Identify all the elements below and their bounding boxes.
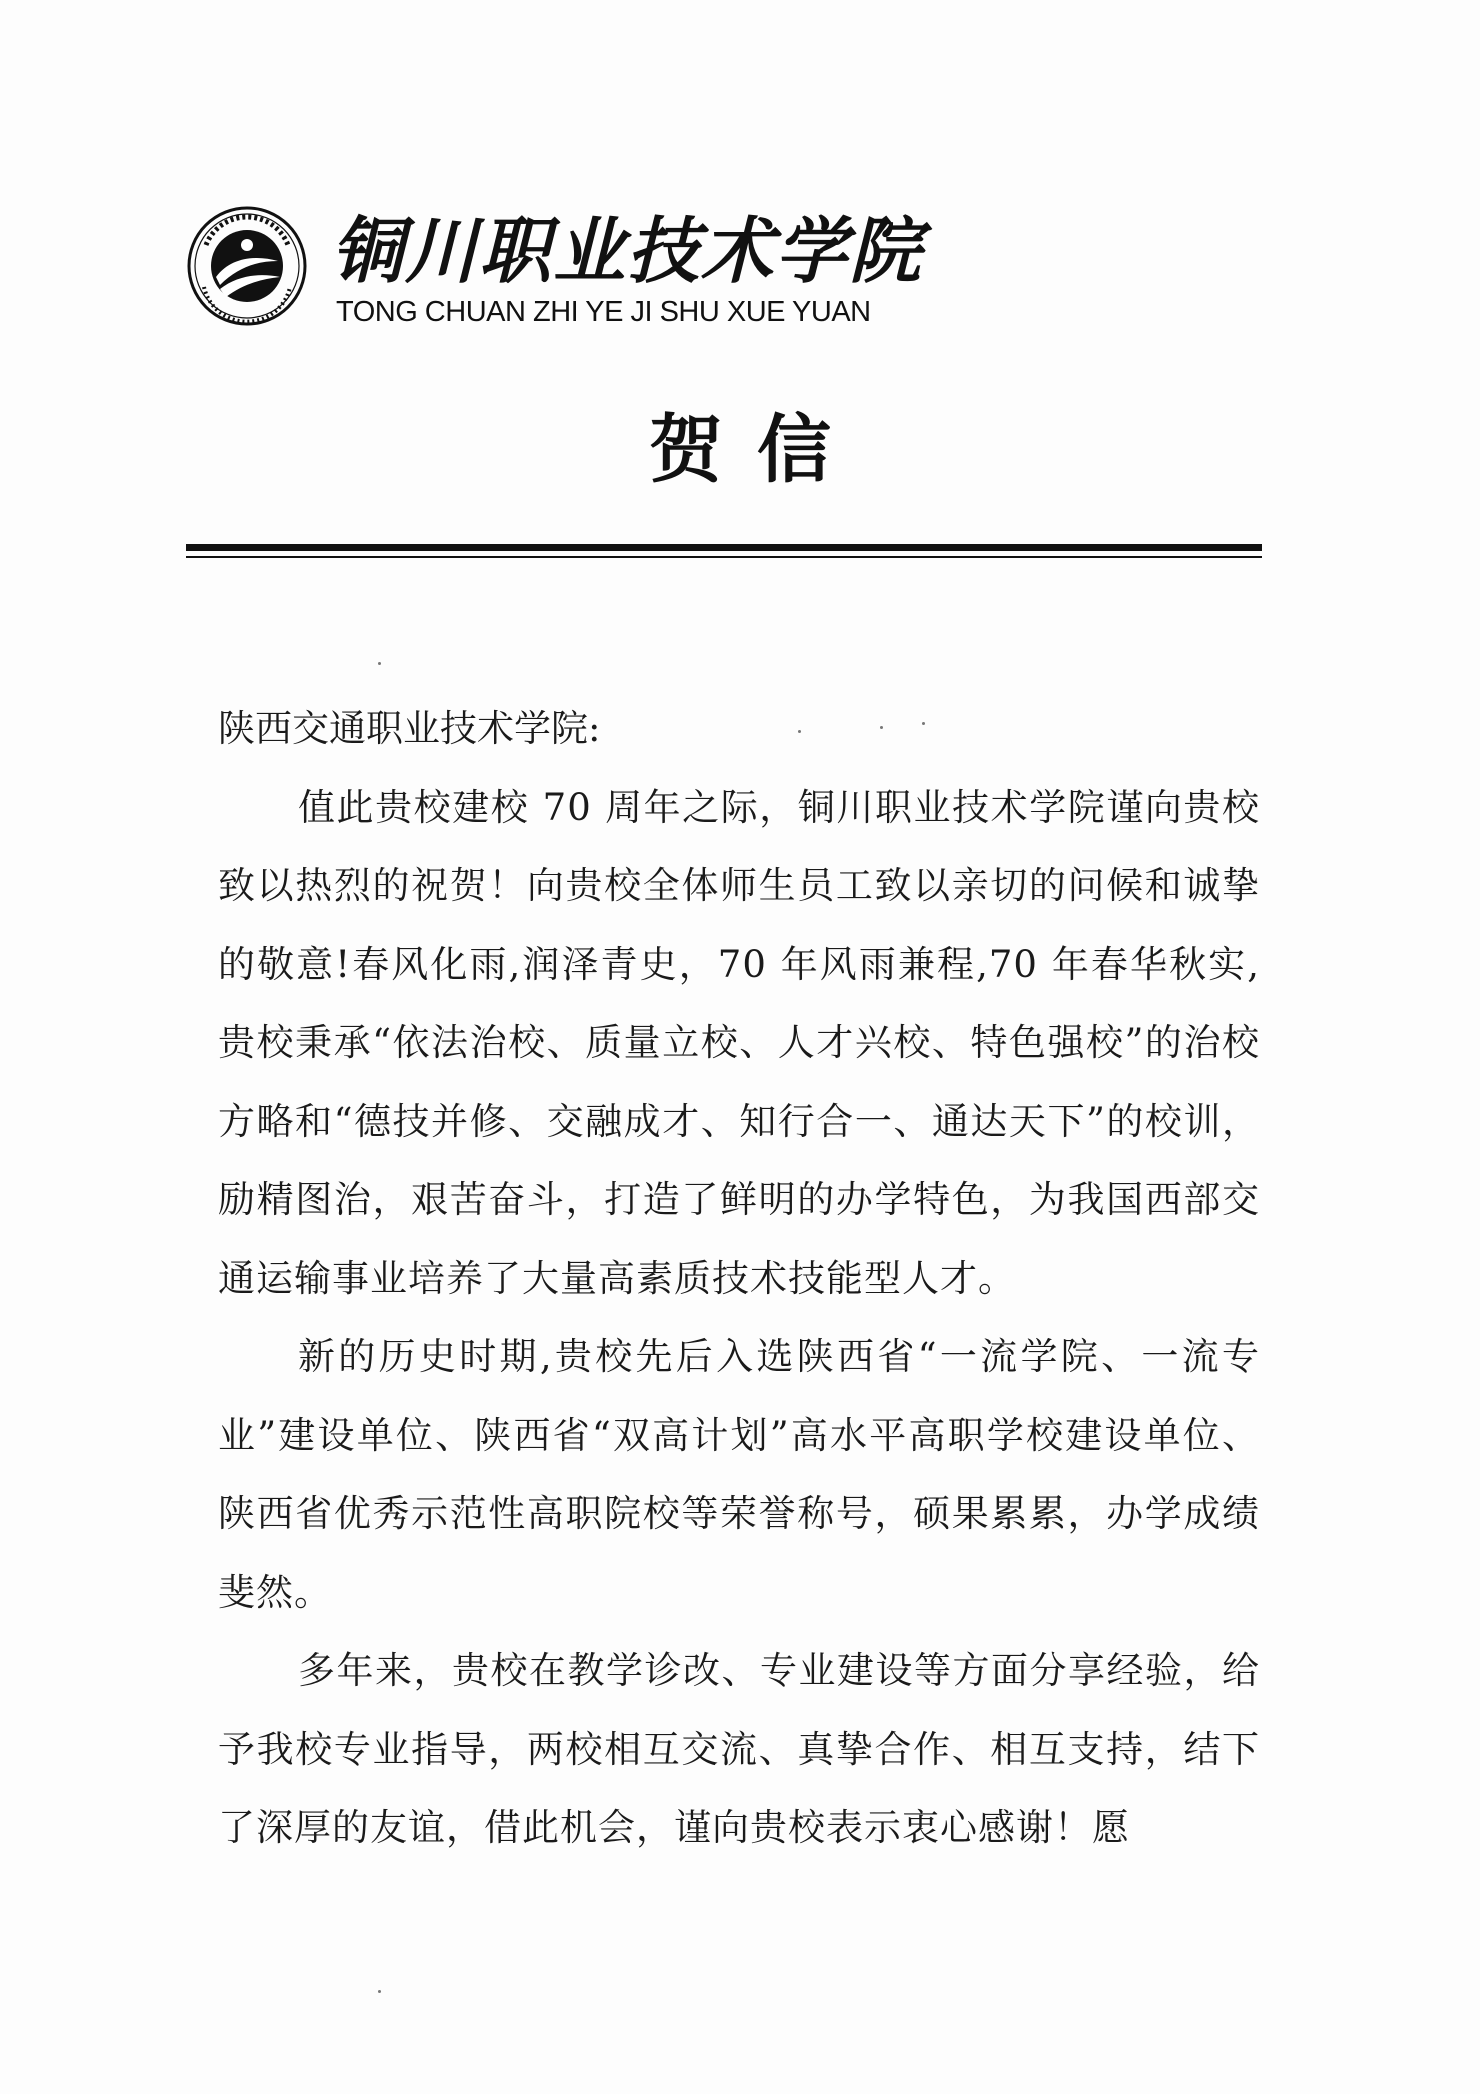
letterhead <box>186 205 924 335</box>
letter-body <box>218 690 1260 1868</box>
paragraph-3: 多年来，贵校在教学诊改、专业建设等方面分享经验，给予我校专业指导，两校相互交流、真挚合作、相互支持，结下了深厚的友谊，借此机会，谨向贵校表示衷心感谢！愿 <box>218 1649 1260 1849</box>
scan-speck <box>378 1990 381 1993</box>
salutation: 陕西交通职业技术学院: <box>218 707 601 750</box>
school-name-chinese: 铜川职业技术学院 <box>331 208 924 293</box>
scan-speck <box>378 662 381 665</box>
title-divider-thick <box>186 544 1262 551</box>
scan-speck <box>922 722 925 725</box>
school-seal-icon <box>186 205 308 327</box>
scan-speck <box>880 726 883 729</box>
title-divider-thin <box>186 556 1262 558</box>
scan-speck <box>798 730 801 733</box>
document-title: 贺信 <box>649 407 865 493</box>
paragraph-2: 新的历史时期,贵校先后入选陕西省“一流学院、一流专业”建设单位、陕西省“双高计划”高水平高职学校建设单位、陕西省优秀示范性高职院校等荣誉称号，硕果累累，办学成绩斐然。 <box>218 1335 1260 1614</box>
paragraph-1: 值此贵校建校 70 周年之际，铜川职业技术学院谨向贵校致以热烈的祝贺！向贵校全体师生员工致以亲切的问候和诚挚的敬意!春风化雨,润泽青史，70 年风雨兼程,70 年春华秋实,贵校秉承“依法治校、质量立校、人才兴校、特色强校”的治校方略和“德技并修、交融成才、知行合一、通达天下”的校训，励精图治，艰苦奋斗，打造了鲜明的办学特色，为我国西部交通运输事业培养了大量高素质技术技能型人才。 <box>218 785 1260 1300</box>
school-name-english: TONG CHUAN ZHI YE JI SHU XUE YUAN <box>336 296 871 328</box>
